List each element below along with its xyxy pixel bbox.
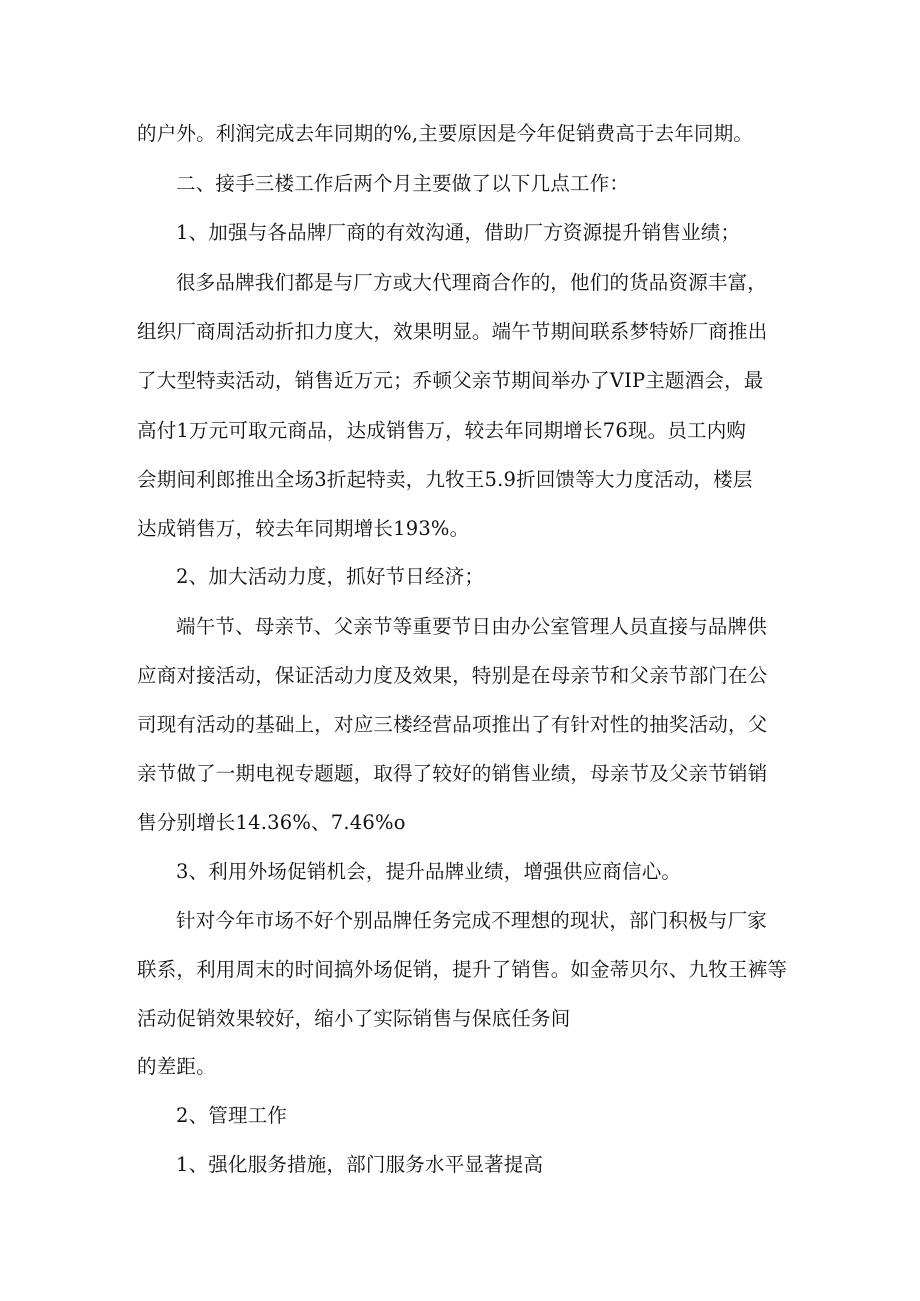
paragraph-line-7: 端午节、母亲节、父亲节等重要节日由办公室管理人员直接与品牌供 (176, 615, 768, 638)
section-heading-management: 2、管理工作 (176, 1104, 288, 1127)
item-heading-4: 1、强化服务措施，部门服务水平显著提高 (176, 1153, 544, 1176)
paragraph-line-11: 售分别增长14.36%、7.46%o (137, 811, 406, 834)
item-heading-2: 2、加大活动力度，抓好节日经济； (176, 565, 485, 588)
paragraph-line-2: 组织厂商周活动折扣力度大，效果明显。端午节期间联系梦特娇厂商推出 (137, 320, 768, 343)
paragraph-line-8: 应商对接活动，保证活动力度及效果，特别是在母亲节和父亲节部门在公 (137, 664, 768, 687)
paragraph-line-10: 亲节做了一期电视专题题，取得了较好的销售业绩，母亲节及父亲节销销 (137, 762, 768, 785)
paragraph-line-13: 联系，利用周末的时间搞外场促销，提升了销售。如金蒂贝尔、九牧王裤等 (137, 958, 788, 981)
text-line-1: 的户外。利润完成去年同期的%,主要原因是今年促销费高于去年同期。 (137, 122, 754, 145)
paragraph-line-6: 达成销售万，较去年同期增长193%。 (137, 517, 470, 540)
item-heading-3: 3、利用外场促销机会，提升品牌业绩，增强供应商信心。 (176, 860, 682, 883)
paragraph-line-15: 的差距。 (137, 1055, 216, 1078)
paragraph-line-14: 活动促销效果较好，缩小了实际销售与保底任务间 (137, 1007, 571, 1030)
item-heading-1: 1、加强与各品牌厂商的有效沟通，借助厂方资源提升销售业绩； (176, 221, 741, 244)
paragraph-line-12: 针对今年市场不好个别品牌任务完成不理想的现状，部门积极与厂家 (176, 909, 768, 932)
paragraph-line-3: 了大型特卖活动，销售近万元；乔顿父亲节期间举办了VIP主题酒会，最 (137, 369, 764, 392)
paragraph-line-5: 会期间利郎推出全场3折起特卖，九牧王5.9折回馈等大力度活动，楼层 (137, 468, 753, 491)
paragraph-line-4: 高付1万元可取元商品，达成销售万，较去年同期增长76现。员工内购 (137, 419, 747, 442)
paragraph-line-9: 司现有活动的基础上，对应三楼经营品项推出了有针对性的抽奖活动，父 (137, 713, 768, 736)
section-heading-2: 二、接手三楼工作后两个月主要做了以下几点工作： (176, 172, 630, 195)
paragraph-line-1: 很多品牌我们都是与厂方或大代理商合作的，他们的货品资源丰富， (176, 271, 768, 294)
